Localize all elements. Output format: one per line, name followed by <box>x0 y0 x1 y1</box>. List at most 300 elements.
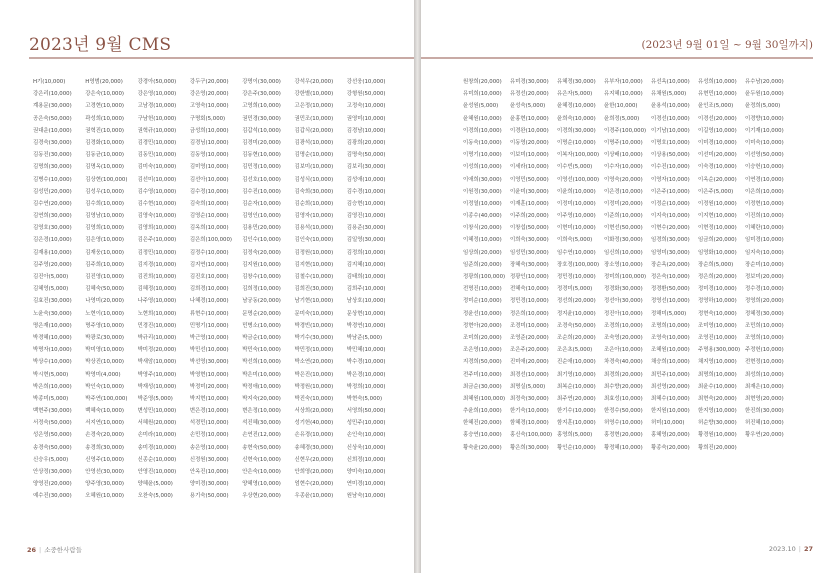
donor-entry: 이주영(10,000) <box>557 213 596 220</box>
donor-entry: 권대운(10,000) <box>33 127 72 134</box>
donor-entry: 박인숙(10,000) <box>85 383 124 390</box>
donor-entry: 정미경(10,000) <box>698 286 737 293</box>
donor-entry: 백혜숙(10,000) <box>85 408 124 415</box>
donor-entry: 송은영(10,000) <box>189 444 229 451</box>
donor-entry: 한진희(30,000) <box>745 408 784 415</box>
donor-entry: 윤혜정(10,000) <box>557 103 596 110</box>
donor-entry: 김태희(10,000) <box>346 274 386 280</box>
donor-entry: 박은희(10,000) <box>33 383 72 390</box>
donor-entry: 윤성원(5,000) <box>463 103 499 110</box>
donor-entry: 윤한(10,000) <box>604 103 638 110</box>
donor-entry: 우상현(20,000) <box>242 493 281 500</box>
donor-entry: 강한별(10,000) <box>294 91 334 98</box>
donor-entry: 이동숙(10,000) <box>463 139 502 146</box>
donor-entry: 손민정(10,000) <box>189 432 229 439</box>
donor-entry: 최기영(10,000) <box>557 371 596 378</box>
donor-entry: 양미경(30,000) <box>189 481 229 488</box>
donor-entry: 정해미(5,000) <box>651 310 687 317</box>
donor-entry: 조은초(5,000) <box>557 347 593 354</box>
donor-entry: 윤정희(5,000) <box>745 103 781 110</box>
donor-entry: 임신희(10,000) <box>604 249 643 256</box>
donor-list-right <box>463 76 792 454</box>
donor-entry: 강은숙(10,000) <box>85 91 124 98</box>
donor-entry: 유선옥(10,000) <box>651 79 690 85</box>
page-footer-right <box>769 545 813 553</box>
donor-entry: 김영남(10,000) <box>85 213 124 220</box>
donor-entry: 김혜정(10,000) <box>137 286 177 293</box>
donor-entry: 채지영(10,000) <box>698 359 737 366</box>
donor-entry: 이종수(40,000) <box>463 213 502 220</box>
donor-entry: 홍승연(10,000) <box>463 432 502 439</box>
donor-entry: 정광희(100,000) <box>463 274 506 280</box>
donor-entry: 전주미(10,000) <box>463 371 502 378</box>
donor-entry: 이현미(10,000) <box>557 225 596 232</box>
donor-entry: 용기숙(50,000) <box>189 493 229 500</box>
donor-entry: 유지혜(10,000) <box>604 91 643 98</box>
donor-entry: 정진아(10,000) <box>604 310 643 317</box>
donor-entry: 나혜경(10,000) <box>189 298 229 305</box>
donor-entry: 한지원(10,000) <box>651 408 690 415</box>
page-footer-left <box>27 545 82 554</box>
donor-entry: 임준희(20,000) <box>463 261 502 268</box>
title-rule <box>29 57 414 59</box>
donor-entry: 서영희(50,000) <box>346 408 386 415</box>
donor-entry: 최혜원(100,000) <box>463 395 506 402</box>
donor-entry: 이경완(10,000) <box>510 127 549 134</box>
donor-entry: 손유경(10,000) <box>294 432 334 439</box>
donor-entry: 한지영(10,000) <box>698 408 737 415</box>
donor-entry: 김재용(10,000) <box>33 249 72 256</box>
donor-entry: 장순희(5,000) <box>698 261 734 268</box>
donor-entry: 정미희(100,000) <box>604 274 647 280</box>
donor-entry: 민경진(10,000) <box>137 322 177 329</box>
donor-entry: 박진숙(10,000) <box>294 395 334 402</box>
donor-entry: 김혜숙(50,000) <box>85 286 124 293</box>
donor-entry: 조은주(20,000) <box>510 347 549 354</box>
donor-entry: 박정희(10,000) <box>346 383 386 390</box>
donor-entry: 김희정(10,000) <box>242 286 281 293</box>
donor-entry: 조경숙(50,000) <box>557 322 596 329</box>
donor-entry: 김지현(10,000) <box>294 261 334 268</box>
donor-entry: 김수경(10,000) <box>346 188 386 195</box>
donor-entry: 김명숙(50,000) <box>346 152 386 159</box>
donor-entry: 주명용(300,000) <box>698 347 741 354</box>
donor-entry: 송혜경(30,000) <box>294 444 334 451</box>
donor-entry: 이수빈(5,000) <box>557 164 593 171</box>
donor-entry: 이명순(10,000) <box>557 139 596 146</box>
donor-entry: 박종미(5,000) <box>33 395 69 402</box>
donor-entry: 고경현(10,000) <box>85 103 124 110</box>
donor-entry: 김명옥(10,000) <box>85 164 124 171</box>
donor-entry: 변은경(10,000) <box>189 408 229 415</box>
donor-entry: 최효성(10,000) <box>604 395 643 402</box>
donor-entry: 황경원(10,000) <box>698 432 737 439</box>
donor-entry: 임영미(30,000) <box>651 249 690 256</box>
donor-entry: 이창식(20,000) <box>463 225 502 232</box>
donor-entry: 김수연(20,000) <box>33 200 72 207</box>
donor-entry: 이명기(10,000) <box>463 152 502 159</box>
donor-entry: 남상호(10,000) <box>346 298 386 305</box>
donor-entry: 이지숙(10,000) <box>651 213 690 220</box>
donor-entry: 이정원(10,000) <box>698 200 737 207</box>
donor-entry: 이현정(10,000) <box>698 225 737 232</box>
donor-entry: 권민조(10,000) <box>294 115 334 122</box>
donor-entry: 명주영(10,000) <box>85 322 124 329</box>
donor-entry: 김경님(10,000) <box>189 139 229 146</box>
donor-entry: 고정숙(10,000) <box>346 103 386 110</box>
donor-entry: 임영화(10,000) <box>698 249 737 256</box>
donor-entry: 김은영(10,000) <box>85 237 124 244</box>
donor-entry: 박정미(20,000) <box>189 383 229 390</box>
donor-entry: 양혜윤(5,000) <box>137 481 173 488</box>
donor-entry: 최경희(20,000) <box>604 371 643 378</box>
donor-entry: 박경혜(10,000) <box>33 334 72 341</box>
donor-entry: 강은리(10,000) <box>33 91 72 98</box>
donor-entry: 김경숙(30,000) <box>33 139 72 146</box>
donor-entry: 이창섭(50,000) <box>510 225 549 232</box>
donor-entry: 박미영(10,000) <box>85 347 124 354</box>
donor-entry: 고은정(10,000) <box>294 103 334 110</box>
donor-entry: 이미경(10,000) <box>698 139 737 146</box>
donor-entry: 이은희(10,000) <box>745 188 784 195</box>
donor-entry: 박상진(10,000) <box>85 359 124 366</box>
donor-entry: 정현아(20,000) <box>463 322 502 329</box>
donor-entry: 강은영(10,000) <box>137 91 177 98</box>
donor-entry: 박재성(10,000) <box>137 383 177 390</box>
donor-entry: 김재웅(10,000) <box>85 249 124 256</box>
donor-entry: 최현숙(20,000) <box>698 395 737 402</box>
donor-entry: 김미숙(10,000) <box>137 164 177 171</box>
donor-entry: 정혜정(30,000) <box>745 310 784 317</box>
donor-entry: 최선영(20,000) <box>651 383 690 390</box>
donor-entry: 이윤희(10,000) <box>557 188 596 195</box>
donor-entry: 전혜숙(10,000) <box>510 286 549 293</box>
donor-entry: 명은재(10,000) <box>33 322 72 329</box>
donor-entry: 이혜란(10,000) <box>745 225 784 232</box>
donor-entry: 함지훈(10,000) <box>557 420 596 427</box>
donor-entry: 김갑식(20,000) <box>294 127 334 134</box>
donor-entry: 김영호(30,000) <box>33 225 72 232</box>
donor-entry: 임금희(20,000) <box>698 237 737 244</box>
donor-entry: 김지혜(10,000) <box>346 261 386 268</box>
donor-entry: 정선희(20,000) <box>557 298 596 305</box>
donor-entry: 김수영(10,000) <box>137 188 177 195</box>
donor-entry: 김민정(10,000) <box>242 164 281 171</box>
page-number: 27 <box>803 545 813 553</box>
donor-entry: 변은정(10,000) <box>242 408 281 415</box>
donor-entry: 이승헌(10,000) <box>745 164 784 171</box>
donor-entry: 박정원(10,000) <box>294 383 334 390</box>
donor-entry: 이윤미(30,000) <box>510 188 549 195</box>
donor-entry: 공은숙(50,000) <box>33 115 72 122</box>
donor-entry: 한정수(50,000) <box>604 408 643 415</box>
donor-entry: 성은영(50,000) <box>33 432 72 439</box>
donor-entry: 이정순(10,000) <box>651 200 690 207</box>
donor-entry: 오찬숙(5,000) <box>137 493 173 500</box>
donor-entry: 황종숙(20,000) <box>651 444 690 451</box>
donor-entry: 정보미(20,000) <box>745 274 784 280</box>
donor-entry: 홍혜영(20,000) <box>651 432 690 439</box>
donor-entry: 오혜원(10,000) <box>85 493 124 500</box>
donor-entry: 윤희정(5,000) <box>604 115 640 122</box>
donor-entry: 이상배(10,000) <box>604 152 643 159</box>
donor-entry: 정영희(20,000) <box>745 298 784 305</box>
donor-entry: 임상희(20,000) <box>463 249 502 256</box>
donor-entry: 박은미(10,000) <box>242 371 281 378</box>
donor-entry: 김인숙(10,000) <box>294 237 334 244</box>
donor-entry: 이화정(30,000) <box>604 237 643 244</box>
donor-entry: 이기재(10,000) <box>745 127 784 134</box>
donor-entry: 이경주(100,000) <box>604 127 647 134</box>
donor-entry: 박경연(10,000) <box>346 322 386 329</box>
donor-entry: 김정희(10,000) <box>346 249 386 256</box>
donor-entry: 조미희(20,000) <box>463 334 502 341</box>
donor-entry: 유수남(20,000) <box>745 79 784 85</box>
donor-entry: 김용준(30,000) <box>346 225 386 232</box>
donor-entry: 진순애(10,000) <box>557 359 596 366</box>
donor-entry: 석경민(10,000) <box>189 420 229 427</box>
donor-entry: 구남헌(10,000) <box>137 115 177 122</box>
donor-entry: H기(10,000) <box>33 79 66 85</box>
donor-entry: 송경숙(50,000) <box>33 444 72 451</box>
donor-entry: 신영주(10,000) <box>85 456 124 463</box>
donor-entry: 허진혜(10,000) <box>745 420 784 427</box>
donor-entry: 임지숙(10,000) <box>745 249 784 256</box>
donor-entry: 김희주(10,000) <box>346 286 386 293</box>
donor-entry: 이숙경(10,000) <box>698 164 737 171</box>
donor-entry: 조숙영(20,000) <box>604 334 643 341</box>
donor-list-left <box>33 76 399 503</box>
right-page <box>421 0 835 573</box>
donor-entry: 백현주(30,000) <box>33 408 72 415</box>
donor-entry: 김동진(30,000) <box>33 152 72 159</box>
donor-entry: 손인숙(10,000) <box>346 432 386 439</box>
donor-entry: 박민혜(10,000) <box>346 347 386 354</box>
donor-entry: 조은아(10,000) <box>604 347 643 354</box>
donor-entry: 한기수(10,000) <box>557 408 596 415</box>
donor-entry: 김희경(10,000) <box>189 286 229 293</box>
donor-entry: 임수연(10,000) <box>557 249 596 256</box>
donor-entry: 김진호(10,000) <box>189 274 229 280</box>
donor-entry: 유은자(5,000) <box>557 91 593 98</box>
donor-entry: 유혜정(30,000) <box>557 79 596 85</box>
donor-entry: 김정수(10,000) <box>189 249 229 256</box>
donor-entry: 김창수(10,000) <box>242 274 281 280</box>
donor-entry: 조민희(10,000) <box>745 322 784 329</box>
donor-entry: 함혜경(10,000) <box>510 420 549 427</box>
donor-entry: 김선미(10,000) <box>137 176 177 183</box>
footer-divider: | <box>798 545 801 553</box>
donor-entry: 김병수(10,000) <box>33 176 72 183</box>
donor-entry: 손미라(10,000) <box>137 432 177 439</box>
donor-entry: 강선웅(10,000) <box>346 79 386 85</box>
donor-entry: 최명희(10,000) <box>698 371 737 378</box>
donor-entry: 황희진(20,000) <box>698 444 737 451</box>
donor-entry: 송미경(10,000) <box>137 444 177 451</box>
donor-entry: 정윤선(10,000) <box>463 310 502 317</box>
donor-entry: 최성희(10,000) <box>745 371 784 378</box>
donor-entry: 김일영(30,000) <box>346 237 386 244</box>
donor-entry: 김진아(5,000) <box>33 274 69 280</box>
donor-entry: 김동현(10,000) <box>242 152 281 159</box>
donor-entry: 김수현(10,000) <box>137 200 177 207</box>
donor-entry: 이미숙(10,000) <box>745 139 784 146</box>
donor-entry: 김명희(30,000) <box>33 164 72 171</box>
donor-entry: 이진희(10,000) <box>745 213 784 220</box>
donor-entry: 손경숙(20,000) <box>85 432 124 439</box>
donor-entry: 정미순(10,000) <box>463 298 502 305</box>
donor-entry: 윤성숙(5,000) <box>510 103 546 110</box>
donor-entry: 김경화(10,000) <box>85 139 124 146</box>
donor-entry: 최명실(5,000) <box>510 383 546 390</box>
donor-entry: 김주영(20,000) <box>33 261 72 268</box>
donor-entry: 김명순(10,000) <box>294 152 334 159</box>
donor-entry: 김보미(10,000) <box>294 164 334 171</box>
donor-entry: 박미정(20,000) <box>137 347 177 354</box>
donor-entry: 계용문(30,000) <box>33 103 72 110</box>
donor-entry: 조혜원(10,000) <box>651 347 690 354</box>
donor-entry: 김지경(10,000) <box>137 261 177 268</box>
donor-entry: 박선희(10,000) <box>242 359 281 366</box>
donor-entry: 강은영(20,000) <box>189 91 229 98</box>
donor-entry: 한혜진(20,000) <box>463 420 502 427</box>
donor-entry: 이성희(10,000) <box>463 164 502 171</box>
donor-entry: 이경선(20,000) <box>698 115 737 122</box>
donor-entry: 임미경(10,000) <box>745 237 784 244</box>
donor-entry: 김수정(10,000) <box>189 188 229 195</box>
donor-entry: 엄현수(20,000) <box>294 481 334 488</box>
donor-entry: 최경선(10,000) <box>510 371 549 378</box>
donor-entry: 김효진(30,000) <box>33 298 72 305</box>
donor-entry: 정경미(5,000) <box>557 286 593 293</box>
donor-entry: 김연희(30,000) <box>33 213 72 220</box>
donor-entry: 허순향(30,000) <box>698 420 737 427</box>
donor-entry: 이정현(10,000) <box>745 200 784 207</box>
donor-entry: 김지연(10,000) <box>189 261 229 268</box>
donor-entry: 강경아(50,000) <box>137 79 177 85</box>
donor-entry: 김동민(10,000) <box>137 152 177 159</box>
donor-entry: H영범(20,000) <box>85 79 123 85</box>
donor-entry: 권혁진(10,000) <box>85 127 124 134</box>
donor-entry: 이준희(10,000) <box>604 213 643 220</box>
donor-entry: 문명순(20,000) <box>242 310 281 317</box>
donor-entry: 구명회(5,000) <box>189 115 226 122</box>
donor-entry: 이연경(10,000) <box>745 176 784 183</box>
donor-entry: 전현정(10,000) <box>745 359 784 366</box>
donor-entry: 정민경(10,000) <box>510 298 549 305</box>
donor-entry: 고남경(10,000) <box>137 103 177 110</box>
donor-entry: 박광로(30,000) <box>85 334 124 341</box>
donor-entry: 강석우(20,000) <box>294 79 334 85</box>
donor-entry: 이지현(10,000) <box>698 213 737 220</box>
donor-entry: 김상현(100,000) <box>85 176 128 183</box>
donor-entry: 채승희(10,000) <box>651 359 690 366</box>
donor-entry: 신승우(5,000) <box>33 456 69 463</box>
donor-entry: 홍신숙(100,000) <box>510 432 553 439</box>
donor-entry: 변성민(10,000) <box>137 408 177 415</box>
donor-entry: 김영숙(10,000) <box>137 213 177 220</box>
donor-entry: 박현숙(5,000) <box>346 395 383 402</box>
donor-entry: 김성우(10,000) <box>85 188 124 195</box>
donor-entry: 김영인(10,000) <box>242 213 281 220</box>
donor-entry: 김동균(10,000) <box>85 152 124 159</box>
donor-entry: 박선영(30,000) <box>189 359 229 366</box>
donor-entry: 이상용(50,000) <box>651 152 690 159</box>
donor-entry: 박준영(5,000) <box>137 395 173 402</box>
donor-entry: 추윤희(10,000) <box>463 408 502 415</box>
donor-entry: 강명이(30,000) <box>242 79 281 85</box>
donor-entry: 김승현(10,000) <box>346 200 386 207</box>
donor-entry: 이정미(10,000) <box>557 200 596 207</box>
donor-entry: 정광인(10,000) <box>510 274 549 280</box>
donor-entry: 안상정(30,000) <box>33 469 72 475</box>
donor-entry: 이경향(10,000) <box>745 115 784 122</box>
donor-entry: 박은경(10,000) <box>346 371 386 378</box>
donor-entry: 박민숙(10,000) <box>242 347 281 354</box>
donor-entry: 김보리(30,000) <box>346 164 386 171</box>
donor-entry: 이경희(10,000) <box>463 127 502 134</box>
donor-entry: 강형원(50,000) <box>346 91 386 98</box>
donor-entry: 김성민(20,000) <box>33 188 72 195</box>
donor-entry: 박민선(10,000) <box>189 347 229 354</box>
donor-entry: 정영선(10,000) <box>651 298 690 305</box>
donor-entry: 최윤수(10,000) <box>698 383 737 390</box>
donor-entry: 최수향(20,000) <box>604 383 643 390</box>
donor-entry: 서지연(10,000) <box>85 420 124 427</box>
donor-entry: 장순미(10,000) <box>745 261 784 268</box>
donor-entry: 남기현(10,000) <box>294 298 334 305</box>
donor-entry: 신현숙(10,000) <box>242 456 281 463</box>
donor-entry: 우종윤(10,000) <box>294 493 334 500</box>
donor-entry: 안영선(30,000) <box>85 469 124 475</box>
donor-entry: 박영주(10,000) <box>137 371 177 378</box>
donor-entry: 장순옥(20,000) <box>651 261 690 268</box>
donor-entry: 홍영희(5,000) <box>557 432 593 439</box>
donor-entry: 진미애(20,000) <box>510 359 549 366</box>
donor-entry: 이은경(10,000) <box>604 188 643 195</box>
donor-entry: 조영진(10,000) <box>698 334 737 341</box>
donor-entry: 황우연(20,000) <box>745 432 784 439</box>
donor-entry: 이희숙(5,000) <box>557 237 593 244</box>
donor-entry: 윤용석(10,000) <box>651 103 690 110</box>
donor-entry: 예수진(30,000) <box>33 493 72 500</box>
donor-entry: 박소연(20,000) <box>294 359 334 366</box>
donor-entry: 김광희(20,000) <box>346 139 386 146</box>
donor-entry: 황정혜(10,000) <box>604 444 643 451</box>
donor-entry: 조경희(10,000) <box>604 322 643 329</box>
donor-entry: 김순자(10,000) <box>242 200 281 207</box>
donor-entry: 박근영(10,000) <box>189 334 229 341</box>
donor-entry: 윤홍현(10,000) <box>510 115 549 122</box>
donor-entry: 고영희(10,000) <box>242 103 281 110</box>
donor-entry: 장소영(10,000) <box>604 261 643 268</box>
donor-entry: 윤두원(10,000) <box>745 91 784 98</box>
donor-entry: 김옥희(10,000) <box>189 225 229 232</box>
page-title: 2023년 9월 CMS <box>29 35 172 55</box>
donor-entry: 조순희(20,000) <box>557 334 596 341</box>
donor-entry: 이동영(20,000) <box>510 139 549 146</box>
donor-entry: 노윤숙(30,000) <box>33 310 72 317</box>
donor-entry: 조명희(10,000) <box>651 322 690 329</box>
donor-entry: 박수경(10,000) <box>346 359 386 366</box>
donor-entry: 신정원(30,000) <box>189 456 229 463</box>
donor-entry: 정경환(50,000) <box>651 286 690 293</box>
donor-entry: 이복자(100,000) <box>557 152 600 159</box>
donor-entry: 석진혜(30,000) <box>242 420 281 427</box>
page-gutter <box>414 0 421 573</box>
donor-entry: 나영미(20,000) <box>85 298 124 305</box>
donor-entry: 이길영(10,000) <box>698 127 737 134</box>
